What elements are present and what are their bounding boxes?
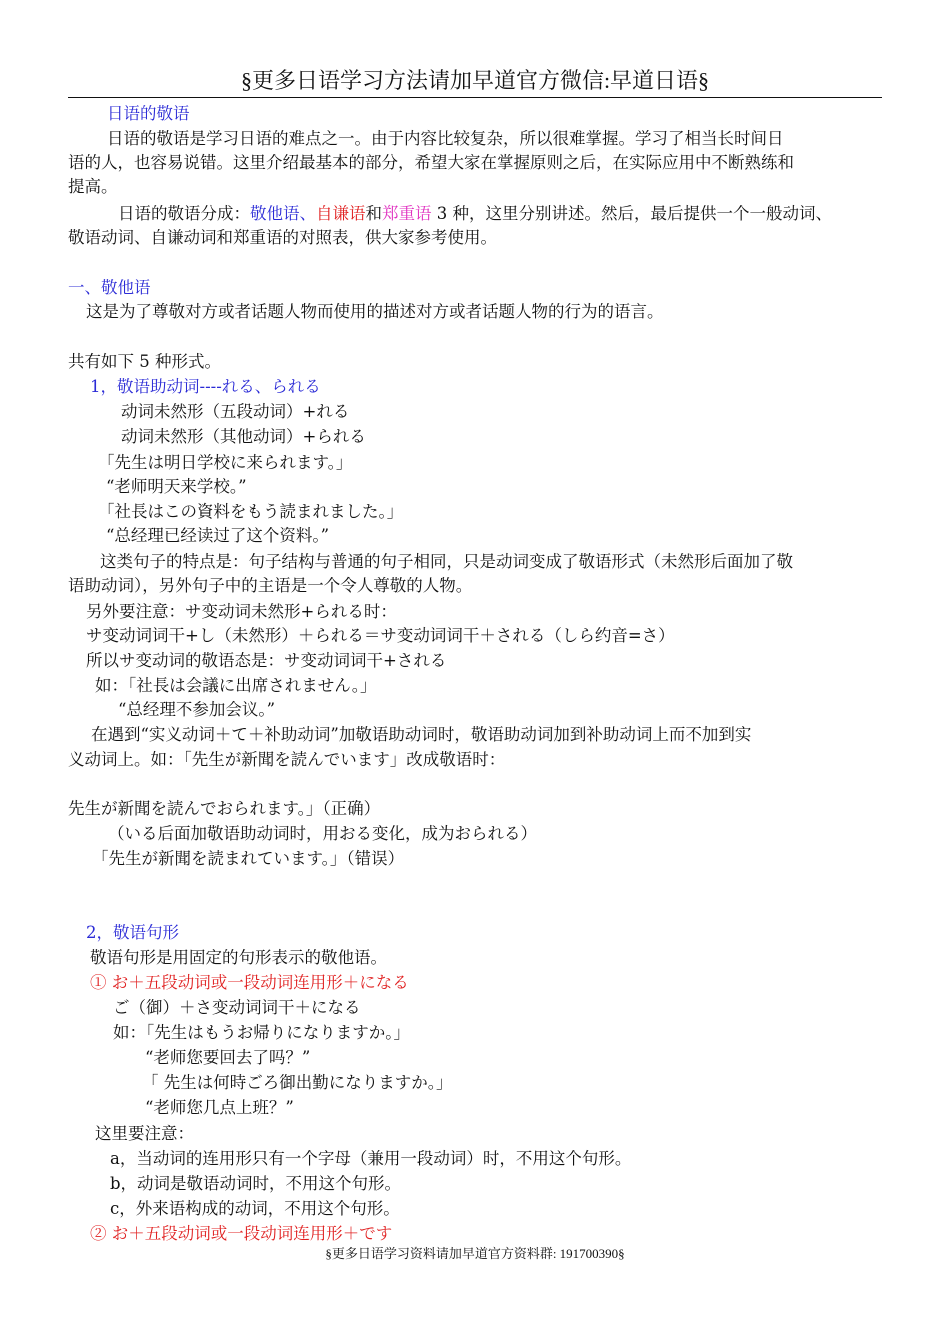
page-footer: §更多日语学习资料请加早道官方资料群: 191700390§: [325, 1246, 625, 1261]
form2-pattern-1: ① お＋五段动词或一段动词连用形＋になる: [90, 973, 409, 992]
form1-note-1: 这类句子的特点是：句子结构与普通的句子相同，只是动词变成了敬语形式（未然形后面加了敬: [100, 552, 793, 571]
term-and: 和: [365, 204, 382, 223]
intro-para-2-line-2: 敬语动词、自谦动词和郑重语的对照表，供大家参考使用。: [68, 228, 497, 247]
form2-example-1-zh: “老师您要回去了吗？”: [145, 1048, 311, 1067]
form2-example-2: 「 先生は何時ごろ御出勤になりますか。」: [142, 1073, 453, 1092]
term-keitai: 敬他语: [250, 204, 300, 223]
intro-line-3: 提高。: [68, 177, 118, 196]
form1-example-3-zh: “总经理不参加会议。”: [118, 700, 276, 719]
form2-attention: 这里要注意：: [95, 1124, 194, 1143]
form1-note-3: サ变动词词干+し（未然形）＋られる＝サ变动词词干＋される（しら约音=さ）: [86, 626, 675, 645]
form2-pattern-2: ② お＋五段动词或一段动词连用形＋です: [90, 1224, 393, 1243]
form1-note-5b: 义动词上。如：「先生が新聞を読んでいます」改成敬语时：: [68, 750, 506, 769]
section1-count: 共有如下 5 种形式。: [68, 352, 221, 371]
intro-text-b: 3 种，这里分别讲述。然后，最后提供一个一般动词、: [431, 204, 832, 223]
form1-heading: 1，敬语助动词----れる、られる: [90, 377, 321, 396]
form2-desc: 敬语句形是用固定的句形表示的敬他语。: [90, 948, 387, 967]
term-sep: 、: [299, 204, 316, 223]
term-teichou: 郑重语: [382, 204, 432, 223]
intro-line-2: 语的人，也容易说错。这里介绍最基本的部分，希望大家在掌握原则之后，在实际应用中不断熟练和: [68, 153, 794, 172]
form1-example-5: 「先生が新聞を読まれています。」（错误）: [92, 849, 405, 868]
form1-rule-1: 动词未然形（五段动词）+れる: [121, 402, 350, 421]
form1-note-4: 所以サ变动词的敬语态是：サ变动词词干+される: [86, 651, 447, 670]
form1-example-1: 「先生は明日学校に来られます。」: [98, 453, 353, 472]
form2-note-b: b，动词是敬语动词时，不用这个句形。: [110, 1174, 402, 1193]
form1-example-4-note: （いる后面加敬语助动词时，用おる变化，成为おられる）: [108, 824, 537, 843]
form1-example-2: 「社長はこの資料をもう読まれました。」: [98, 502, 404, 521]
header-rule: [68, 97, 882, 98]
form2-note-c: c，外来语构成的动词，不用这个句形。: [110, 1199, 400, 1218]
intro-para-2: [118, 202, 832, 226]
form1-example-2-zh: “总经理已经读过了这个资料。”: [106, 526, 330, 545]
form2-example-1: 如：「先生はもうお帰りになりますか。」: [113, 1023, 410, 1042]
form2-heading: 2，敬语句形: [86, 923, 179, 942]
form1-note-5: 在遇到“实义动词＋て＋补助动词”加敬语助动词时，敬语助动词加到补助动词上而不加到实: [91, 725, 752, 744]
term-kenjo: 自谦语: [316, 204, 366, 223]
form1-rule-2: 动词未然形（其他动词）+られる: [121, 427, 366, 446]
intro-text-a: 日语的敬语分成：: [118, 204, 250, 223]
form2-example-2-zh: “老师您几点上班？”: [145, 1098, 294, 1117]
form1-note-2: 另外要注意：サ变动词未然形+られる时：: [86, 602, 397, 621]
form1-example-1-zh: “老师明天来学校。”: [106, 477, 247, 496]
form1-example-3: 如：「社長は会議に出席されません。」: [95, 676, 377, 695]
section1-heading: 一、敬他语: [68, 278, 151, 297]
page-header: §更多日语学习方法请加早道官方微信:早道日语§: [240, 68, 710, 93]
section1-desc: 这是为了尊敬对方或者话题人物而使用的描述对方或者话题人物的行为的语言。: [86, 302, 664, 321]
form1-note-1b: 语助动词），另外句子中的主语是一个令人尊敬的人物。: [68, 576, 473, 595]
form1-example-4: 先生が新聞を読んでおられます。」（正确）: [68, 799, 381, 818]
doc-title: 日语的敬语: [107, 104, 190, 123]
form2-note-a: a，当动词的连用形只有一个字母（兼用一段动词）时，不用这个句形。: [110, 1149, 632, 1168]
form2-pattern-1b: ご（御）＋さ变动词词干＋になる: [113, 998, 361, 1017]
intro-line-1: 日语的敬语是学习日语的难点之一。由于内容比较复杂，所以很难掌握。学习了相当长时间日: [107, 129, 784, 148]
